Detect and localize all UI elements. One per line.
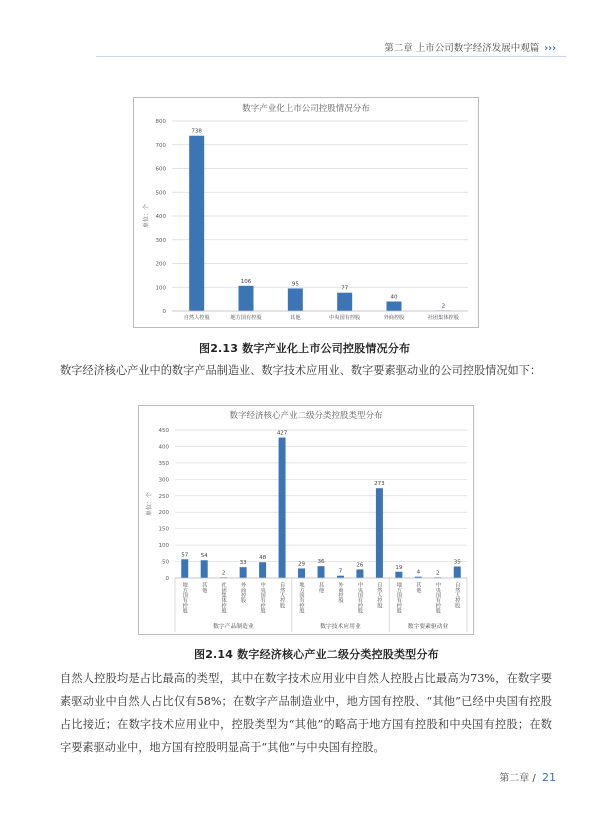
x-tick-label: 自然人控股 xyxy=(279,582,286,608)
header-rule xyxy=(96,56,566,57)
x-tick-label: 地方国有控股 xyxy=(181,582,188,614)
data-label: 57 xyxy=(181,552,189,559)
y-tick-label: 800 xyxy=(155,119,166,125)
bar xyxy=(376,488,383,578)
bar xyxy=(279,438,286,578)
y-tick-label: 300 xyxy=(158,477,169,484)
data-label: 738 xyxy=(191,128,202,135)
y-tick-label: 350 xyxy=(158,460,169,467)
data-label: 19 xyxy=(395,564,403,571)
chart-title: 数字产业化上市公司控股情况分布 xyxy=(242,104,370,114)
x-tick-label: 自然人控股 xyxy=(183,315,210,321)
bar xyxy=(318,566,325,578)
bar xyxy=(201,560,208,578)
chart-holding-distribution xyxy=(133,97,479,328)
bar xyxy=(387,302,402,312)
x-tick-label: 外商控股 xyxy=(240,582,247,603)
y-tick-label: 0 xyxy=(165,576,169,582)
x-tick-label: 自然人控股 xyxy=(376,582,383,608)
data-label: 48 xyxy=(259,555,267,562)
bar xyxy=(454,566,461,578)
data-label: 2 xyxy=(221,570,226,577)
y-tick-label: 600 xyxy=(155,166,166,173)
chart2-svg xyxy=(139,406,473,634)
paragraph-analysis: 自然人控股均是占比最高的类型，其中在数字技术应用业中自然人控股占比最高为73%，在数字要素驱动业中自然人占比仅有58%；在数字产品制造业中，地方国有控股、“其他”已经中央国有控股占比接近；在数字技术应用业中，控股类型为“其他”的略高于地方国有控股和中央国有控股；在数字要素驱动业中，地方国有控股明显高于“其他”与中央国有控股。 xyxy=(60,672,552,754)
x-tick-label: 中央国有控股 xyxy=(329,315,361,321)
x-tick-label: 社团集体控股 xyxy=(427,315,459,321)
data-label: 26 xyxy=(356,562,364,569)
data-label: 54 xyxy=(200,553,208,560)
y-tick-label: 150 xyxy=(158,526,169,533)
bar xyxy=(298,568,305,578)
bar xyxy=(181,559,188,578)
bar xyxy=(337,293,352,311)
data-label: 36 xyxy=(317,559,325,566)
x-tick-label: 其他 xyxy=(318,582,324,593)
chart1-svg xyxy=(134,98,478,327)
data-label: 273 xyxy=(374,481,385,488)
bar xyxy=(395,572,402,578)
y-tick-label: 0 xyxy=(162,309,166,315)
data-label: 95 xyxy=(291,281,299,288)
x-tick-label: 外商控股 xyxy=(383,315,405,321)
y-axis-label: 单位：个 xyxy=(146,491,153,517)
group-label: 数字要素驱动业 xyxy=(407,624,449,630)
data-label: 4 xyxy=(416,569,421,576)
data-label: 7 xyxy=(338,568,343,575)
y-tick-label: 300 xyxy=(155,237,166,244)
y-axis-label: 单位：个 xyxy=(143,203,150,229)
x-tick-label: 其他 xyxy=(415,582,422,593)
bar xyxy=(356,569,363,578)
x-tick-label: 中央国有控股 xyxy=(259,582,266,614)
y-tick-label: 100 xyxy=(158,543,169,550)
page-number: 21 xyxy=(542,771,556,784)
y-tick-label: 400 xyxy=(155,214,166,220)
data-label: 77 xyxy=(341,285,349,292)
data-label: 40 xyxy=(390,294,398,301)
y-tick-label: 400 xyxy=(158,444,169,451)
chevron-icon: ››› xyxy=(544,43,556,54)
y-tick-label: 100 xyxy=(155,285,166,292)
data-label: 33 xyxy=(239,560,247,567)
group-label: 数字技术应用业 xyxy=(320,624,361,630)
y-tick-label: 50 xyxy=(162,559,169,566)
y-tick-label: 200 xyxy=(155,261,166,268)
x-tick-label: 地方国有控股 xyxy=(298,582,305,614)
running-header xyxy=(384,40,556,54)
header-title: 第二章 上市公司数字经济发展中观篇 xyxy=(384,43,540,54)
data-label: 29 xyxy=(298,561,306,568)
x-tick-label: 地方国有控股 xyxy=(395,582,402,614)
data-label: 35 xyxy=(453,559,461,566)
y-tick-label: 700 xyxy=(155,142,166,149)
x-tick-label: 自然人控股 xyxy=(454,582,461,608)
y-tick-label: 450 xyxy=(158,428,169,434)
y-tick-label: 200 xyxy=(158,510,169,517)
y-tick-label: 250 xyxy=(158,493,169,500)
data-label: 106 xyxy=(240,278,252,285)
chart-title: 数字经济核心产业二级分类控股类型分布 xyxy=(229,411,383,421)
bar xyxy=(239,286,254,311)
x-tick-label: 中央国有控股 xyxy=(434,582,441,614)
paragraph-intro: 数字经济核心产业中的数字产品制造业、数字技术应用业、数字要素驱动业的公司控股情况如下： xyxy=(60,364,542,377)
page-footer xyxy=(499,769,556,784)
figure-caption-2-13: 图2.13 数字产业化上市公司控股情况分布 xyxy=(199,342,411,355)
group-label: 数字产品制造业 xyxy=(213,624,254,630)
x-tick-label: 地方国有控股 xyxy=(230,315,262,321)
data-label: 2 xyxy=(441,303,446,310)
bar xyxy=(259,562,266,578)
footer-chapter: 第二章 / xyxy=(499,773,536,784)
bar xyxy=(288,288,303,311)
data-label: 427 xyxy=(276,430,288,437)
y-tick-label: 500 xyxy=(155,190,166,197)
bar xyxy=(189,136,204,311)
x-tick-label: 社团集体控股 xyxy=(220,582,227,614)
data-label: 2 xyxy=(436,570,440,577)
bar xyxy=(240,567,247,578)
figure-caption-2-14: 图2.14 数字经济核心产业二级分类控股类型分布 xyxy=(194,648,439,661)
x-tick-label: 外商控股 xyxy=(337,582,344,603)
x-tick-label: 中央国有控股 xyxy=(356,582,363,614)
x-tick-label: 其他 xyxy=(290,315,301,321)
chart-subcategory-distribution xyxy=(138,405,474,635)
x-tick-label: 其他 xyxy=(201,582,208,593)
